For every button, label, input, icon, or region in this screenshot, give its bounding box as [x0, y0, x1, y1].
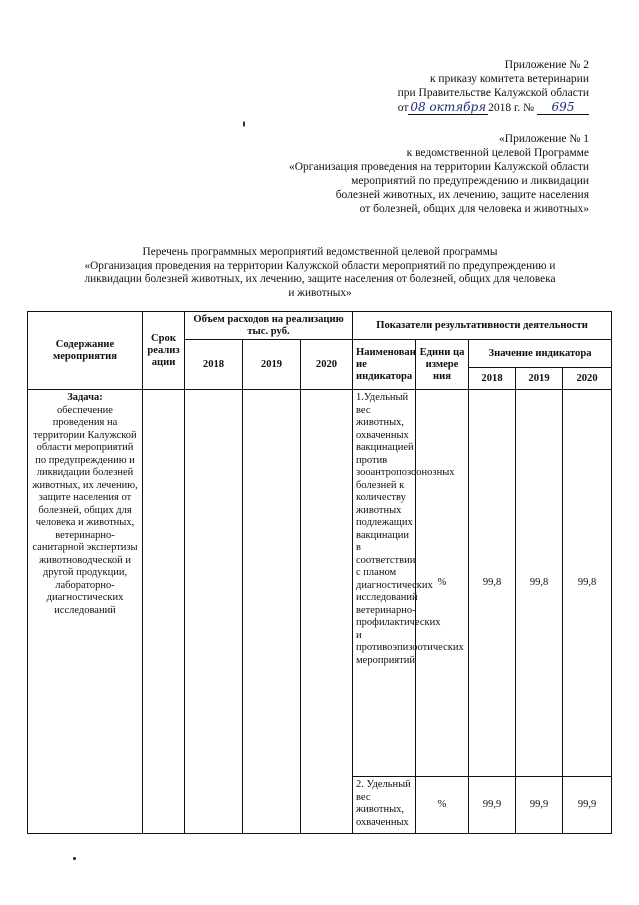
indicator-2-value-2018: 99,9: [469, 777, 516, 834]
order-date-line: [398, 100, 589, 115]
expense-2019-cell: [243, 390, 301, 834]
header-year-2020: 2020: [301, 340, 353, 390]
indicator-1-name: 1.Удельный вес животных, охваченных вакцинацией против зооантропозоонозных болезней к количеству животных подлежащих вакцинации в соответствии с планом диагностических исследований ветеринарно-профилактических и противоэпизоотических мероприятий: [353, 390, 416, 777]
caption-line2: «Организация проведения на территории Калужской области мероприятий по предупреждению и: [84, 259, 556, 272]
indicator-1-value-2018: 99,8: [469, 390, 516, 777]
indicator-2-value-2020: 99,9: [563, 777, 612, 834]
indicator-2-name: 2. Удельный вес животных, охваченных: [353, 777, 416, 834]
header-indicator-value: Значение индикатора: [469, 340, 612, 368]
caption-line3: ликвидации болезней животных, их лечению, защите населения от болезней, общих для человека: [84, 273, 556, 285]
indicator-2-unit: %: [416, 777, 469, 834]
ink-speck: [243, 121, 245, 127]
program-appendix-line5: болезней животных, их лечению, защите населения: [335, 189, 589, 201]
header-indicator-name: Наименован ие индикатора: [353, 340, 416, 390]
program-appendix-line3: «Организация проведения на территории Калужской области: [288, 161, 589, 173]
year-text: 2018 г. №: [488, 102, 535, 114]
task-cell: [28, 390, 143, 834]
program-appendix-line4: мероприятий по предупреждению и ликвидации: [351, 175, 589, 187]
term-cell: [143, 390, 185, 834]
order-appendix-header: [398, 58, 589, 115]
order-appendix-title: Приложение № 2: [504, 59, 589, 71]
header-year-2018: 2018: [185, 340, 243, 390]
document-caption: [20, 246, 620, 300]
program-activities-table: [27, 311, 612, 834]
indicator-1-unit: %: [416, 390, 469, 777]
program-appendix-header: [289, 132, 589, 216]
expense-2020-cell: [301, 390, 353, 834]
handwritten-number: 695: [537, 100, 589, 115]
task-description: обеспечение проведения на территории Калужской области мероприятий по предупреждению и ликвидации болезней животных, их лечению, защите населения от болезней, общих для человека и животных, ветеринарно-санитарной экспертизы животноводческой и другой продукции, лабораторно-диагностических исследований: [32, 404, 138, 616]
caption-line4: и животных»: [288, 286, 352, 299]
ink-speck-bottom: [73, 857, 76, 860]
handwritten-date: 08 октября: [410, 100, 487, 114]
header-expenses: Объем расходов на реализацию тыс. руб.: [185, 312, 353, 340]
header-year-2019: 2019: [243, 340, 301, 390]
indicator-1-value-2020: 99,8: [563, 390, 612, 777]
order-appendix-line3: при Правительстве Калужской области: [397, 87, 589, 99]
header-value-2020: 2020: [563, 368, 612, 390]
header-value-2019: 2019: [516, 368, 563, 390]
task-label: Задача:: [67, 392, 103, 403]
expense-2018-cell: [185, 390, 243, 834]
program-appendix-title: «Приложение № 1: [499, 133, 589, 145]
header-unit: Едини ца измере ния: [416, 340, 469, 390]
order-appendix-line2: к приказу комитета ветеринарии: [429, 73, 589, 85]
program-appendix-line2: к ведомственной целевой Программе: [406, 147, 589, 159]
date-prefix: от: [397, 102, 409, 114]
indicator-2-value-2019: 99,9: [516, 777, 563, 834]
header-content: Содержание мероприятия: [28, 312, 143, 390]
header-performance: Показатели результативности деятельности: [353, 312, 612, 340]
indicator-1-value-2019: 99,8: [516, 390, 563, 777]
header-value-2018: 2018: [469, 368, 516, 390]
caption-line1: Перечень программных мероприятий ведомственной целевой программы: [142, 246, 498, 258]
program-appendix-line6: от болезней, общих для человека и животных»: [359, 203, 589, 215]
header-term: Срок реализ ации: [143, 312, 185, 390]
